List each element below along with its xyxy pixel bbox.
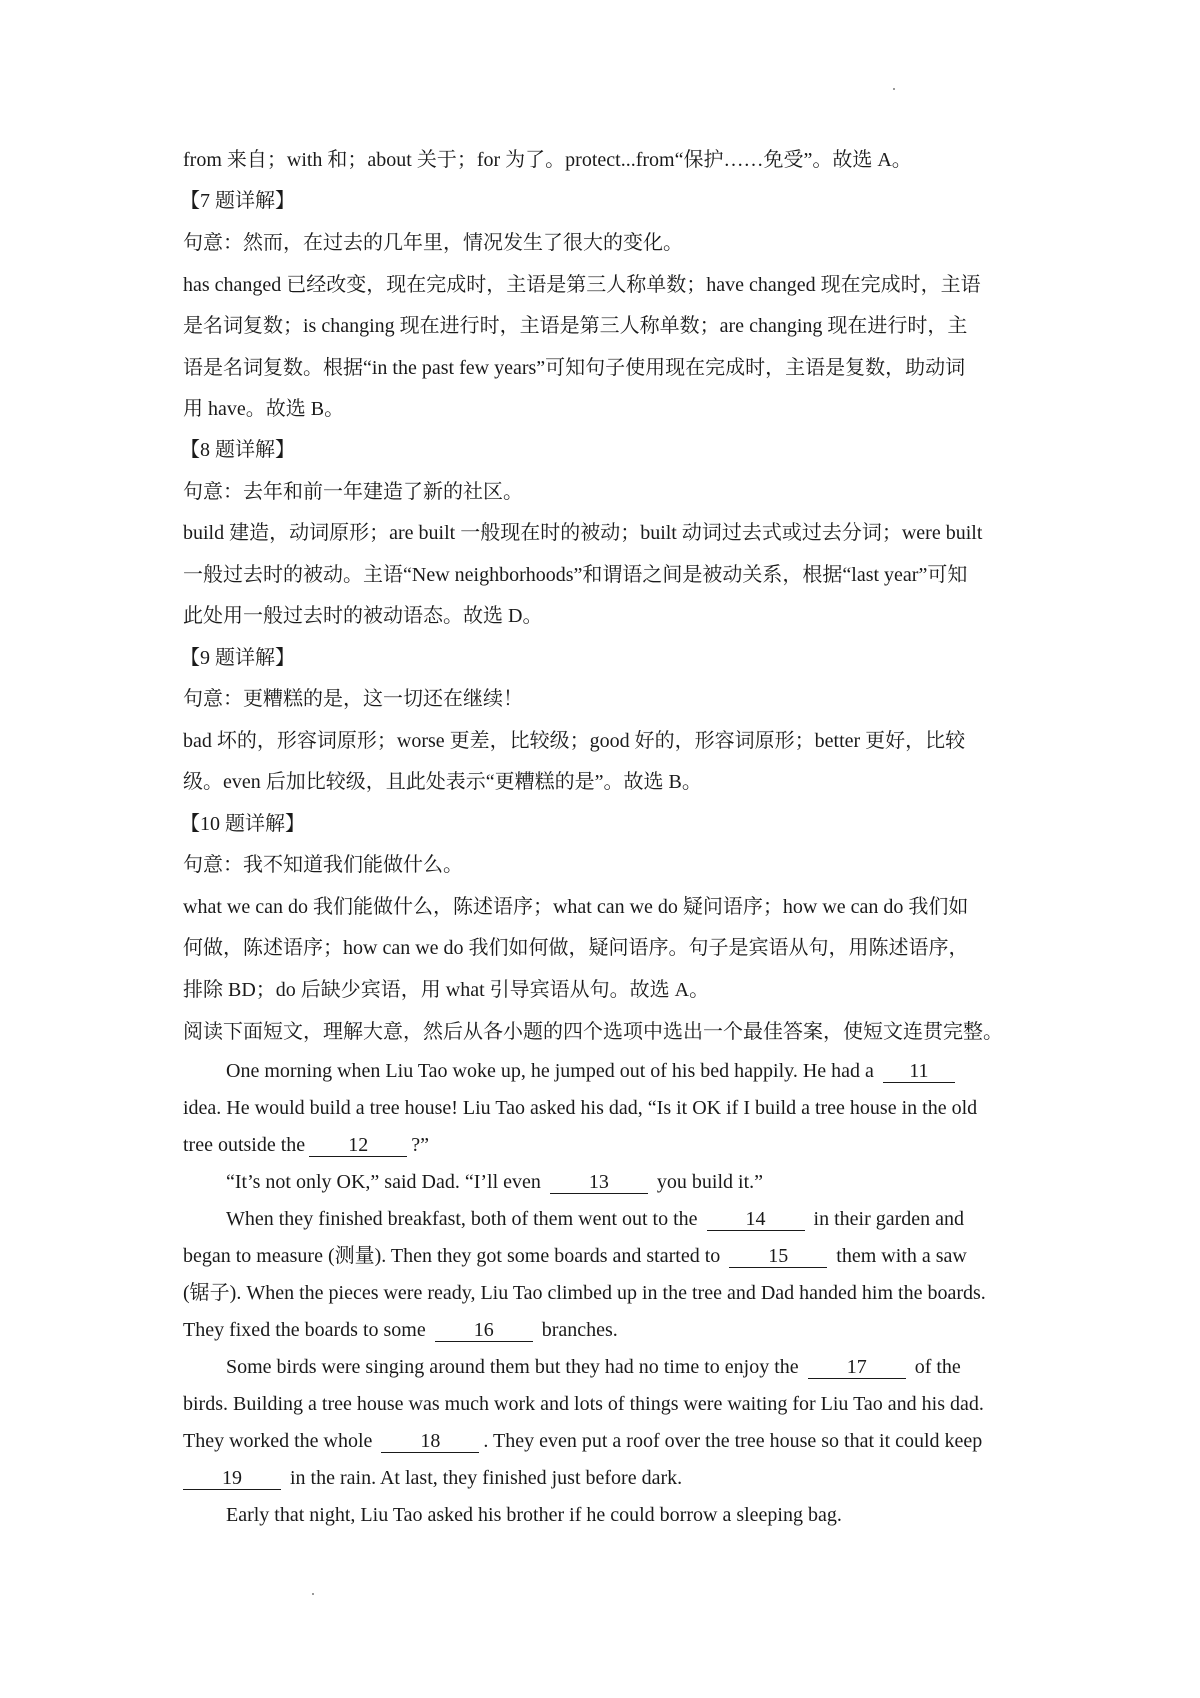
scan-dot [893,88,895,90]
explanation-line: 语是名词复数。根据“in the past few years”可知句子使用现在完成时，主语是复数，助动词 [183,357,966,379]
question-8-heading: 【8 题详解】 [180,439,295,461]
explanation-line: 一般过去时的被动。主语“New neighborhoods”和谓语之间是被动关系，根据“last year”可知 [183,564,968,586]
passage-text: branches. [541,1319,618,1341]
passage-text: They worked the whole [183,1430,373,1452]
passage-line: (锯子). When the pieces were ready, Liu Tao climbed up in the tree and Dad handed him the boards. [183,1282,986,1304]
explanation-line: build 建造，动词原形；are built 一般现在时的被动；built 动词过去式或过去分词；were built [183,522,983,544]
blank-15: 15 [729,1245,827,1268]
question-7-heading: 【7 题详解】 [180,190,295,212]
passage-line [183,1428,1028,1454]
explanation-line: bad 坏的，形容词原形；worse 更差，比较级；good 好的，形容词原形；better 更好，比较 [183,730,966,752]
blank-13: 13 [550,1171,648,1194]
explanation-line: 句意：更糟糕的是，这一切还在继续！ [183,688,523,710]
passage-text: them with a saw [836,1245,967,1267]
blank-16: 16 [435,1319,533,1342]
passage-text: ?” [411,1134,429,1156]
explanation-line: from 来自；with 和；about 关于；for 为了。protect...from“保护……免受”。故选 A。 [183,149,912,171]
blank-17: 17 [808,1356,906,1379]
passage-line: birds. Building a tree house was much work and lots of things were waiting for Liu Tao and his dad. [183,1393,984,1415]
explanation-line: 用 have。故选 B。 [183,398,345,420]
passage-text: began to measure (测量). Then they got some boards and started to [183,1245,721,1267]
passage-line [183,1243,1028,1269]
passage-text: When they finished breakfast, both of them went out to the [226,1208,698,1230]
passage-text: They fixed the boards to some [183,1319,426,1341]
blank-19: 19 [183,1467,281,1490]
passage-line: idea. He would build a tree house! Liu Tao asked his dad, “Is it OK if I build a tree house in the old [183,1097,978,1119]
explanation-line: what we can do 我们能做什么，陈述语序；what can we do 疑问语序；how we can do 我们如 [183,896,969,918]
passage-line [183,1317,1028,1343]
passage-text: One morning when Liu Tao woke up, he jumped out of his bed happily. He had a [226,1060,874,1082]
passage-line [226,1206,1028,1232]
blank-12: 12 [309,1134,407,1157]
explanation-line: 是名词复数；is changing 现在进行时，主语是第三人称单数；are changing 现在进行时，主 [183,315,968,337]
passage-text: you build it.” [656,1171,764,1193]
blank-11: 11 [883,1060,955,1083]
question-9-heading: 【9 题详解】 [180,647,295,669]
explanation-line: 排除 BD；do 后缺少宾语，用 what 引导宾语从句。故选 A。 [183,979,710,1001]
question-10-heading: 【10 题详解】 [180,813,305,835]
passage-line [226,1169,1028,1195]
explanation-line: 句意：然而，在过去的几年里，情况发生了很大的变化。 [183,232,683,254]
explanation-line: 级。even 后加比较级，且此处表示“更糟糕的是”。故选 B。 [183,771,702,793]
passage-text: of the [914,1356,961,1378]
passage-line [183,1465,1028,1491]
scan-dot [312,1593,314,1595]
passage-line [226,1354,1028,1380]
explanation-line: 此处用一般过去时的被动语态。故选 D。 [183,605,543,627]
passage-text: . They even put a roof over the tree house so that it could keep [483,1430,983,1452]
explanation-line: 何做，陈述语序；how can we do 我们如何做，疑问语序。句子是宾语从句，用陈述语序， [183,937,969,959]
explanation-line: 句意：我不知道我们能做什么。 [183,854,463,876]
passage-text: in their garden and [813,1208,965,1230]
passage-line: Early that night, Liu Tao asked his brother if he could borrow a sleeping bag. [226,1504,842,1526]
passage-text: tree outside the [183,1134,306,1156]
passage-text: Some birds were singing around them but they had no time to enjoy the [226,1356,799,1378]
explanation-line: 句意：去年和前一年建造了新的社区。 [183,481,523,503]
blank-18: 18 [381,1430,479,1453]
blank-14: 14 [707,1208,805,1231]
passage-text: “It’s not only OK,” said Dad. “I’ll even [226,1171,541,1193]
explanation-line: has changed 已经改变，现在完成时，主语是第三人称单数；have changed 现在完成时，主语 [183,274,981,296]
passage-line [226,1058,1028,1084]
instruction-line: 阅读下面短文，理解大意，然后从各小题的四个选项中选出一个最佳答案，使短文连贯完整。 [183,1021,1003,1043]
passage-text: in the rain. At last, they finished just before dark. [290,1467,683,1489]
passage-line [183,1132,1028,1158]
